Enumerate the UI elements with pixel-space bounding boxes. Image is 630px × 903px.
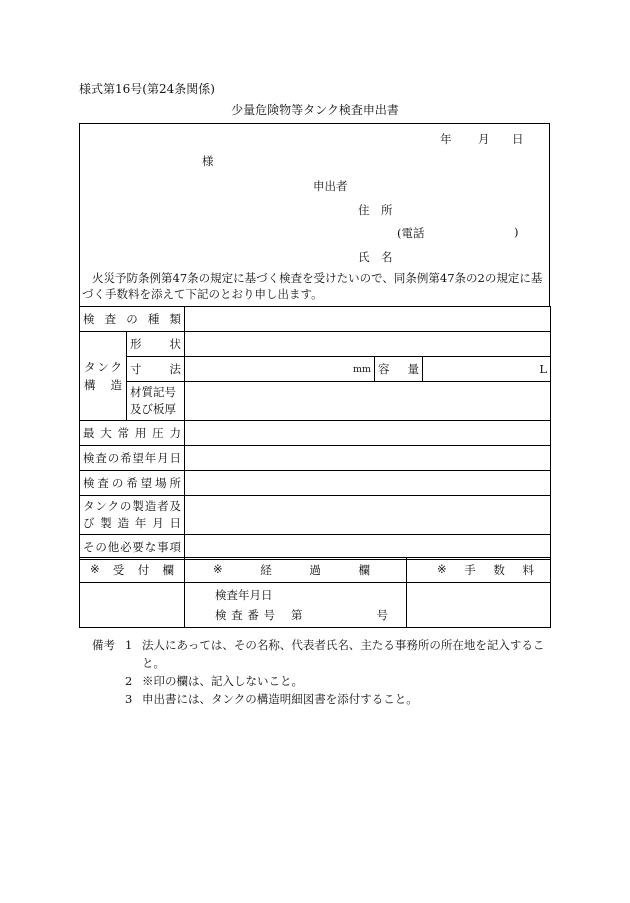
document-title: 少量危険物等タンク検査申出書 [231, 103, 399, 117]
list-item: 2 ※印の欄は、記入しないこと。 [125, 674, 303, 688]
desired-date-field[interactable] [185, 446, 551, 471]
shape-field[interactable] [185, 332, 551, 357]
number-prefix: 第 [291, 608, 303, 622]
progress-column-header: ※ 経 過 欄 [185, 558, 407, 583]
office-use-table [79, 557, 551, 628]
table-row [80, 535, 551, 560]
inspection-type-label: 検査の種類 [80, 307, 185, 332]
liter-unit: L [539, 362, 548, 376]
inspection-type-field[interactable] [185, 307, 551, 332]
remarks-label: 備考 [92, 638, 115, 652]
reception-column-header: ※ 受 付 欄 [80, 558, 185, 583]
capacity-field[interactable] [423, 357, 551, 382]
remarks-section [92, 636, 562, 708]
list-item: 3 申出書には、タンクの構造明細図書を添付すること。 [125, 692, 418, 706]
table-row [80, 357, 551, 382]
desired-place-field[interactable] [185, 471, 551, 496]
name-label: 氏 名 [358, 250, 393, 264]
max-pressure-label: 最大常用圧力 [80, 421, 185, 446]
phone-label: (電話 [397, 226, 425, 240]
addressee-honorific: 様 [202, 154, 214, 168]
table-row [80, 421, 551, 446]
date-month-label: 月 [478, 132, 490, 146]
table-row [80, 332, 551, 357]
progress-field[interactable] [185, 583, 407, 628]
material-label: 材質記号及び板厚 [127, 382, 185, 421]
date-year-label: 年 [440, 132, 452, 146]
desired-date-label: 検査の希望年月日 [80, 446, 185, 471]
table-row [80, 382, 551, 421]
applicant-label: 申出者 [313, 179, 348, 193]
application-statement: 火災予防条例第47条の規定に基づく検査を受けたいので、同条例第47条の2の規定に基づく手数料を添えて下記のとおり申し出ます。 [82, 271, 543, 301]
other-label: その他必要な事項 [80, 535, 185, 560]
table-row [80, 496, 551, 535]
list-item: 備考 1 法人にあっては、その名称、代表者氏名、主たる事務所の所在地を記入すること。 [92, 638, 545, 670]
table-row [80, 583, 551, 628]
dimensions-label: 寸法 [127, 357, 185, 382]
address-label: 住 所 [358, 203, 393, 217]
date-day-label: 日 [512, 132, 524, 146]
max-pressure-field[interactable] [185, 421, 551, 446]
table-row [80, 307, 551, 332]
capacity-label: 容量 [375, 357, 423, 382]
shape-label: 形状 [127, 332, 185, 357]
dimensions-field[interactable] [185, 357, 375, 382]
inspection-details-table [79, 306, 551, 560]
application-header-box [79, 123, 550, 306]
fee-field[interactable] [407, 583, 551, 628]
tank-structure-label: タンク構造 [80, 332, 127, 421]
inspection-number-line [215, 605, 400, 625]
fee-column-header: ※ 手 数 料 [407, 558, 551, 583]
number-suffix: 号 [376, 608, 388, 622]
inspection-number-label: 検査番号 [215, 608, 275, 622]
mm-unit: mm [352, 363, 371, 375]
table-row [80, 471, 551, 496]
manufacturer-field[interactable] [185, 496, 551, 535]
desired-place-label: 検査の希望場所 [80, 471, 185, 496]
inspection-date-label: 検査年月日 [215, 588, 273, 602]
table-row [80, 446, 551, 471]
table-row [80, 558, 551, 583]
phone-close-paren: ) [514, 225, 519, 239]
manufacturer-label: タンクの製造者及び製造年月日 [80, 496, 185, 535]
material-field[interactable] [185, 382, 551, 421]
other-field[interactable] [185, 535, 551, 560]
reception-field[interactable] [80, 583, 185, 628]
form-number: 様式第16号(第24条関係) [79, 82, 215, 96]
